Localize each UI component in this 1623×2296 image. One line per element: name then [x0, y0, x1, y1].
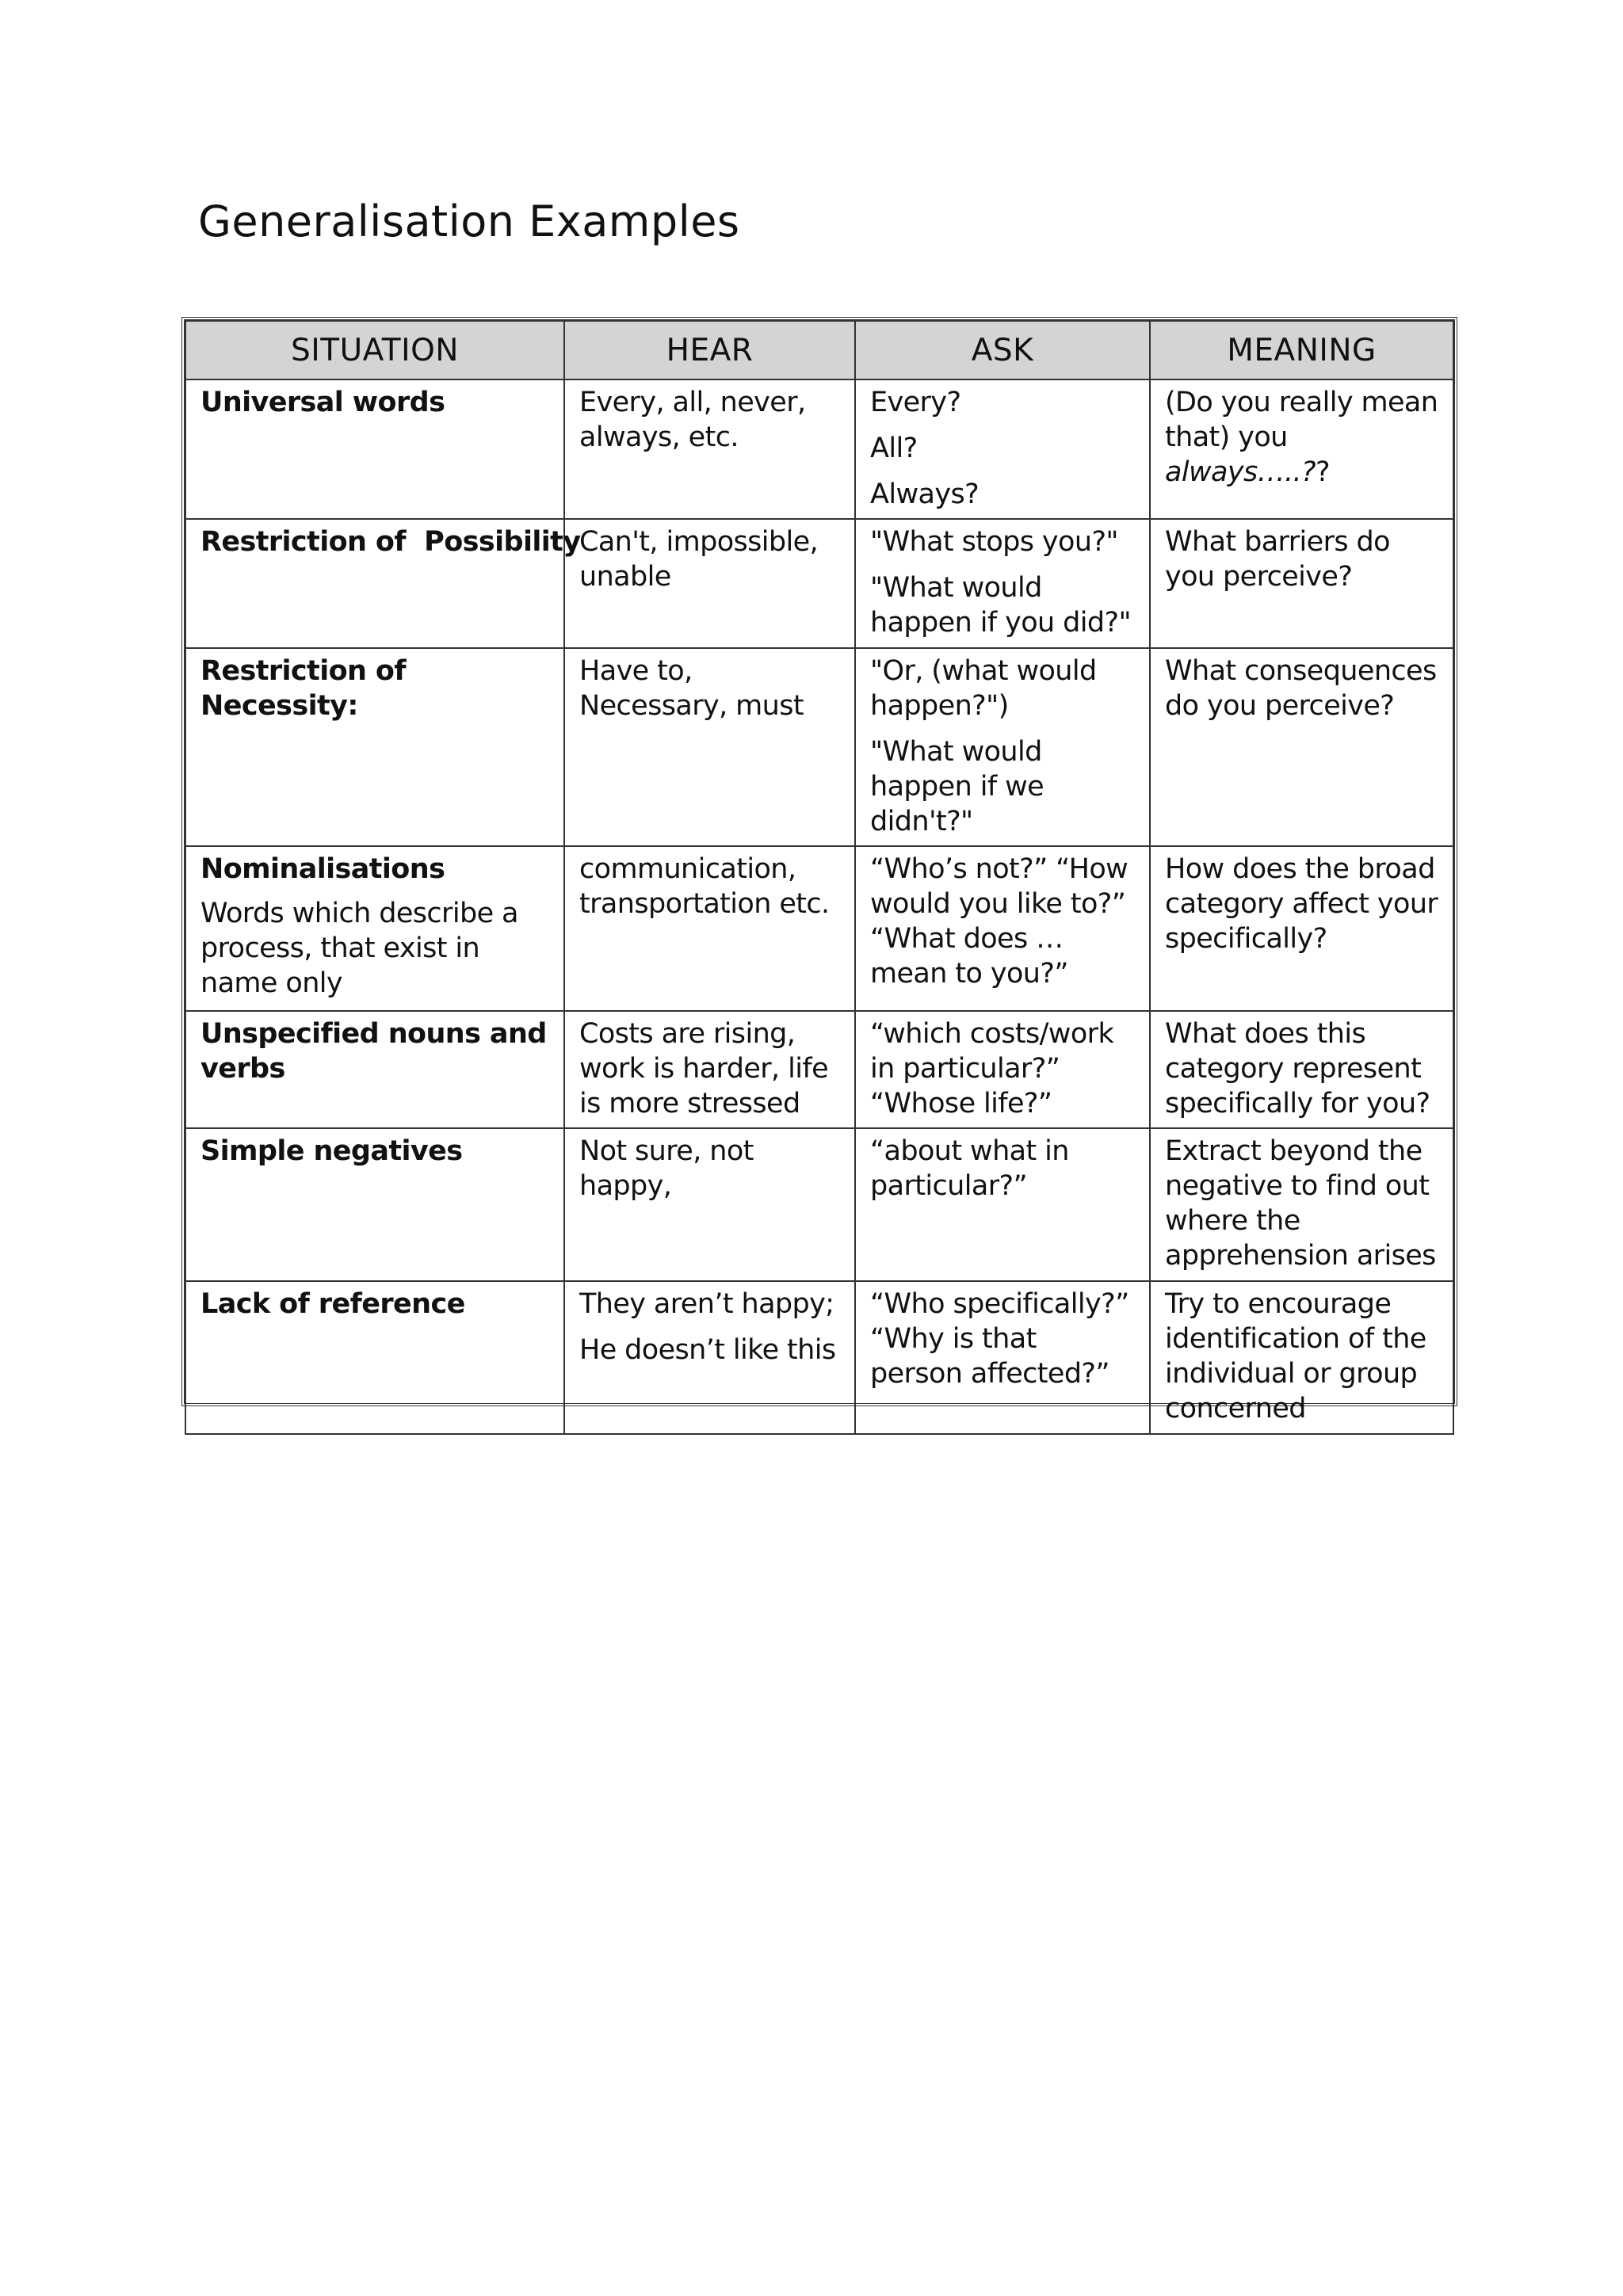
- table-header-row: [185, 321, 1453, 379]
- header-meaning: MEANING: [1150, 321, 1453, 379]
- hear-text: Every, all, never, always, etc.: [579, 387, 806, 453]
- table-row: [185, 1281, 1453, 1434]
- situation-cell: [185, 1011, 564, 1128]
- table-row: [185, 1128, 1453, 1281]
- ask-cell: [855, 519, 1150, 648]
- ask-cell: [855, 648, 1150, 846]
- hear-cell: [564, 379, 855, 519]
- hear-cell: [564, 519, 855, 648]
- situation-label: Lack of reference: [200, 1288, 465, 1320]
- ask-text: "What would happen if you did?": [870, 572, 1131, 639]
- ask-cell: [855, 379, 1150, 519]
- ask-text: “about what in particular?”: [870, 1135, 1069, 1202]
- meaning-text-italic: always…..?: [1165, 456, 1316, 488]
- header-hear: HEAR: [564, 321, 855, 379]
- header-situation: SITUATION: [185, 321, 564, 379]
- hear-text: Have to, Necessary, must: [579, 655, 804, 722]
- hear-cell: [564, 846, 855, 1011]
- meaning-cell: [1150, 648, 1453, 846]
- situation-cell: [185, 1128, 564, 1281]
- hear-cell: [564, 1011, 855, 1128]
- meaning-text-prefix: (Do you really mean that) you: [1165, 387, 1438, 453]
- situation-cell: [185, 648, 564, 846]
- table-row: [185, 379, 1453, 519]
- hear-text: They aren’t happy;: [579, 1288, 834, 1320]
- meaning-text-suffix: ?: [1316, 456, 1331, 488]
- situation-label: Universal words: [200, 387, 445, 418]
- hear-text: Not sure, not happy,: [579, 1135, 754, 1202]
- situation-label: Nominalisations: [200, 853, 445, 885]
- page-title: Generalisation Examples: [198, 196, 740, 246]
- meaning-text: What barriers do you perceive?: [1165, 526, 1390, 593]
- hear-text: He doesn’t like this: [579, 1334, 836, 1366]
- ask-text: “which costs/work in particular?” “Whose life?”: [870, 1018, 1114, 1119]
- situation-label: Restriction of Possibility: [200, 526, 581, 558]
- ask-cell: [855, 1281, 1150, 1434]
- ask-text: "What would happen if we didn't?": [870, 736, 1044, 837]
- hear-cell: [564, 1281, 855, 1434]
- meaning-text: What does this category represent specifically for you?: [1165, 1018, 1430, 1119]
- ask-text: “Who specifically?” “Why is that person affected?”: [870, 1288, 1129, 1390]
- ask-text: “Who’s not?” “How would you like to?” “What does … mean to you?”: [870, 853, 1128, 990]
- situation-label: Simple negatives: [200, 1135, 463, 1167]
- meaning-cell: [1150, 1128, 1453, 1281]
- meaning-text: What consequences do you perceive?: [1165, 655, 1437, 722]
- situation-cell: [185, 519, 581, 648]
- meaning-text: [1165, 385, 1438, 490]
- situation-description: Words which describe a process, that exist in name only: [200, 898, 518, 999]
- meaning-text: Try to encourage identification of the individual or group concerned: [1165, 1288, 1426, 1425]
- hear-text: communication, transportation etc.: [579, 853, 830, 920]
- meaning-text: How does the broad category affect your specifically?: [1165, 853, 1438, 955]
- hear-text: Costs are rising, work is harder, life is more stressed: [579, 1018, 829, 1119]
- ask-cell: [855, 1128, 1150, 1281]
- table-row: [185, 648, 1453, 846]
- ask-cell: [855, 846, 1150, 1011]
- hear-cell: [564, 1128, 855, 1281]
- ask-text: "Or, (what would happen?"): [870, 655, 1097, 722]
- meaning-text: Extract beyond the negative to find out where the apprehension arises: [1165, 1135, 1436, 1272]
- table-row: [185, 846, 1453, 1011]
- ask-text: All?: [870, 433, 918, 464]
- situation-cell: [185, 379, 564, 519]
- meaning-cell: [1150, 846, 1453, 1011]
- ask-text: "What stops you?": [870, 526, 1118, 558]
- ask-cell: [855, 1011, 1150, 1128]
- table-row: [185, 519, 1453, 648]
- meaning-cell: [1150, 1011, 1453, 1128]
- situation-cell: [185, 1281, 564, 1434]
- ask-text: Always?: [870, 479, 980, 510]
- generalisation-table: [185, 320, 1454, 1435]
- situation-cell: [185, 846, 564, 1011]
- table-row: [185, 1011, 1453, 1128]
- meaning-cell: [1150, 379, 1453, 519]
- generalisation-table-frame: [181, 317, 1457, 1425]
- situation-label: Restriction of Necessity:: [200, 655, 407, 722]
- hear-text: Can't, impossible, unable: [579, 526, 819, 593]
- header-ask: ASK: [855, 321, 1150, 379]
- hear-cell: [564, 648, 855, 846]
- ask-text: Every?: [870, 387, 961, 418]
- situation-label: Unspecified nouns and verbs: [200, 1018, 547, 1085]
- meaning-cell: [1150, 1281, 1453, 1434]
- meaning-cell: [1150, 519, 1453, 648]
